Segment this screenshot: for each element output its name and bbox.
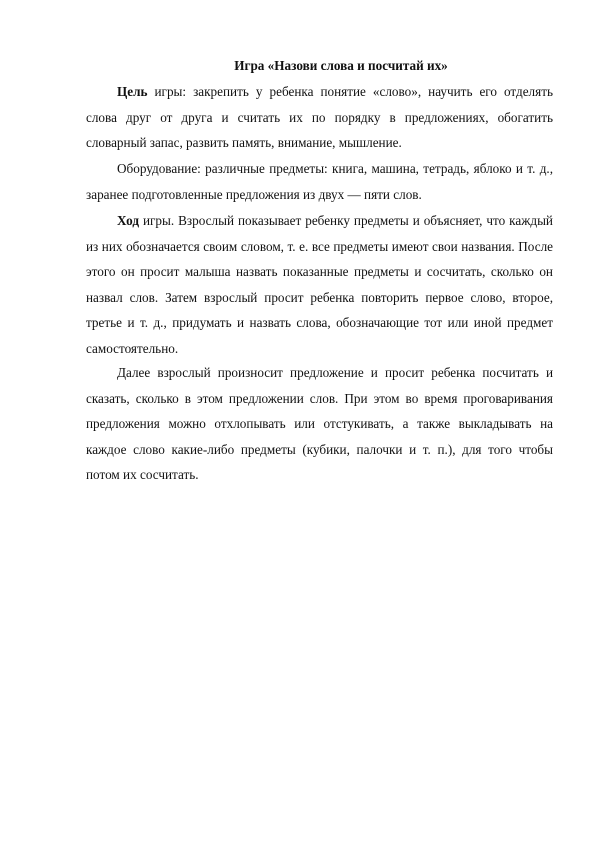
paragraph-game-course-lead: Ход xyxy=(117,213,140,228)
paragraph-game-course-text: игры. Взрослый показывает ребенку предметы и объясняет, что каждый из них обозначается своим словом, т. е. все предметы имеют свои названия. После этого он просит малыша назвать показанные предметы и сосчитать, сколько он назвал слов. Затем взрослый просит ребенка повторить первое слово, второе, третье и т. д., придумать и назвать слова, обозначающие тот или иной предмет самостоятельно. xyxy=(86,213,553,356)
paragraph-continuation-text: Далее взрослый произносит предложение и просит ребенка посчитать и сказать, сколько в этом предложении слов. При этом во время проговаривания предложения можно отхлопывать или отстукивать, а также выкладывать на каждое слово какие-либо предметы (кубики, палочки и т. п.), для того чтобы потом их сосчитать. xyxy=(86,365,553,482)
paragraph-goal-lead: Цель xyxy=(117,84,148,99)
paragraph-equipment xyxy=(86,156,553,207)
paragraph-goal-text: игры: закрепить у ребенка понятие «слово», научить его отделять слова друг от друга и считать их по порядку в предложениях, обогатить словарный запас, развить память, внимание, мышление. xyxy=(86,84,553,150)
paragraph-equipment-text: Оборудование: различные предметы: книга, машина, тетрадь, яблоко и т. д., заранее подготовленные предложения из двух — пяти слов. xyxy=(86,161,553,202)
paragraph-goal xyxy=(86,79,553,156)
paragraph-game-course xyxy=(86,208,553,361)
document-title: Игра «Назови слова и посчитай их» xyxy=(234,58,448,73)
paragraph-continuation xyxy=(86,360,553,488)
